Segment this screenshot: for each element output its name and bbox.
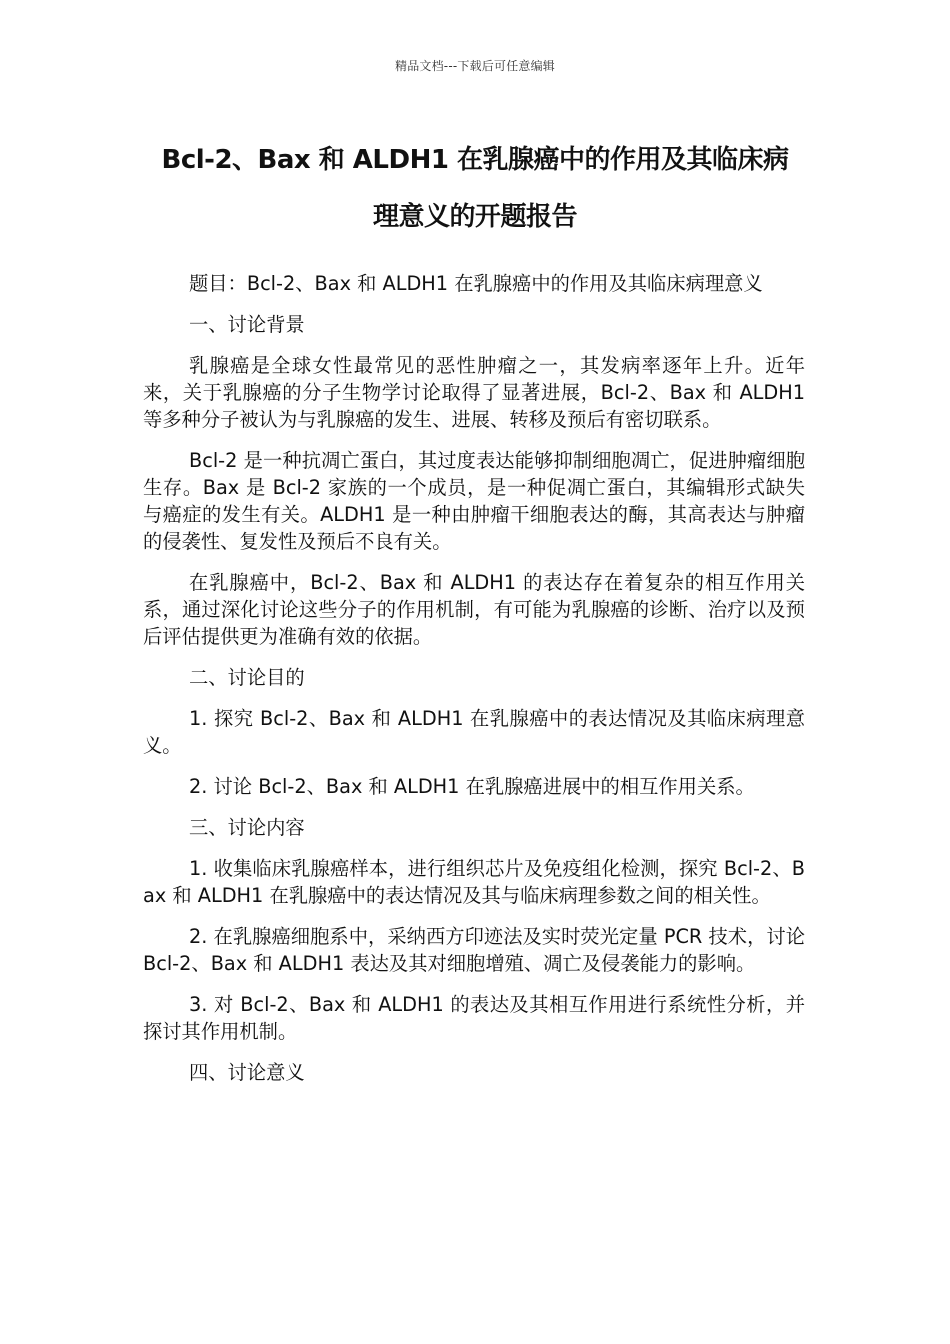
content-item-2: 2. 在乳腺癌细胞系中，采纳西方印迹法及实时荧光定量 PCR 技术，讨论 Bcl-2、Bax 和 ALDH1 表达及其对细胞增殖、凋亡及侵袭能力的影响。: [143, 925, 805, 975]
section-heading-purpose: 二、讨论目的: [189, 666, 305, 689]
document-body: [143, 270, 805, 1100]
purpose-item-1: 1. 探究 Bcl-2、Bax 和 ALDH1 在乳腺癌中的表达情况及其临床病理意义。: [143, 707, 805, 757]
topic-line: 题目：Bcl-2、Bax 和 ALDH1 在乳腺癌中的作用及其临床病理意义: [189, 272, 763, 295]
document-title-line-2: 理意义的开题报告: [372, 202, 577, 232]
background-paragraph-2: Bcl-2 是一种抗凋亡蛋白，其过度表达能够抑制细胞凋亡，促进肿瘤细胞生存。Bax 是 Bcl-2 家族的一个成员，是一种促凋亡蛋白，其编辑形式缺失与癌症的发生有关。ALDH1 是一种由肿瘤干细胞表达的酶，其高表达与肿瘤的侵袭性、复发性及预后不良有关。: [143, 449, 805, 553]
purpose-item-2: 2. 讨论 Bcl-2、Bax 和 ALDH1 在乳腺癌进展中的相互作用关系。: [189, 775, 755, 798]
section-heading-background: 一、讨论背景: [189, 313, 305, 336]
content-item-3: 3. 对 Bcl-2、Bax 和 ALDH1 的表达及其相互作用进行系统性分析，并探讨其作用机制。: [143, 993, 805, 1043]
background-paragraph-1: 乳腺癌是全球女性最常见的恶性肿瘤之一，其发病率逐年上升。近年来，关于乳腺癌的分子生物学讨论取得了显著进展，Bcl-2、Bax 和 ALDH1 等多种分子被认为与乳腺癌的发生、进展、转移及预后有密切联系。: [143, 354, 805, 431]
content-item-1: 1. 收集临床乳腺癌样本，进行组织芯片及免疫组化检测，探究 Bcl-2、Bax 和 ALDH1 在乳腺癌中的表达情况及其与临床病理参数之间的相关性。: [143, 857, 805, 907]
section-heading-significance: 四、讨论意义: [189, 1061, 305, 1084]
document-title-line-1: Bcl-2、Bax 和 ALDH1 在乳腺癌中的作用及其临床病: [161, 145, 789, 175]
background-paragraph-3: 在乳腺癌中，Bcl-2、Bax 和 ALDH1 的表达存在着复杂的相互作用关系，通过深化讨论这些分子的作用机制，有可能为乳腺癌的诊断、治疗以及预后评估提供更为准确有效的依据。: [143, 571, 805, 648]
section-heading-content: 三、讨论内容: [189, 816, 305, 839]
header-note: 精品文档---下载后可任意编辑: [395, 59, 555, 73]
